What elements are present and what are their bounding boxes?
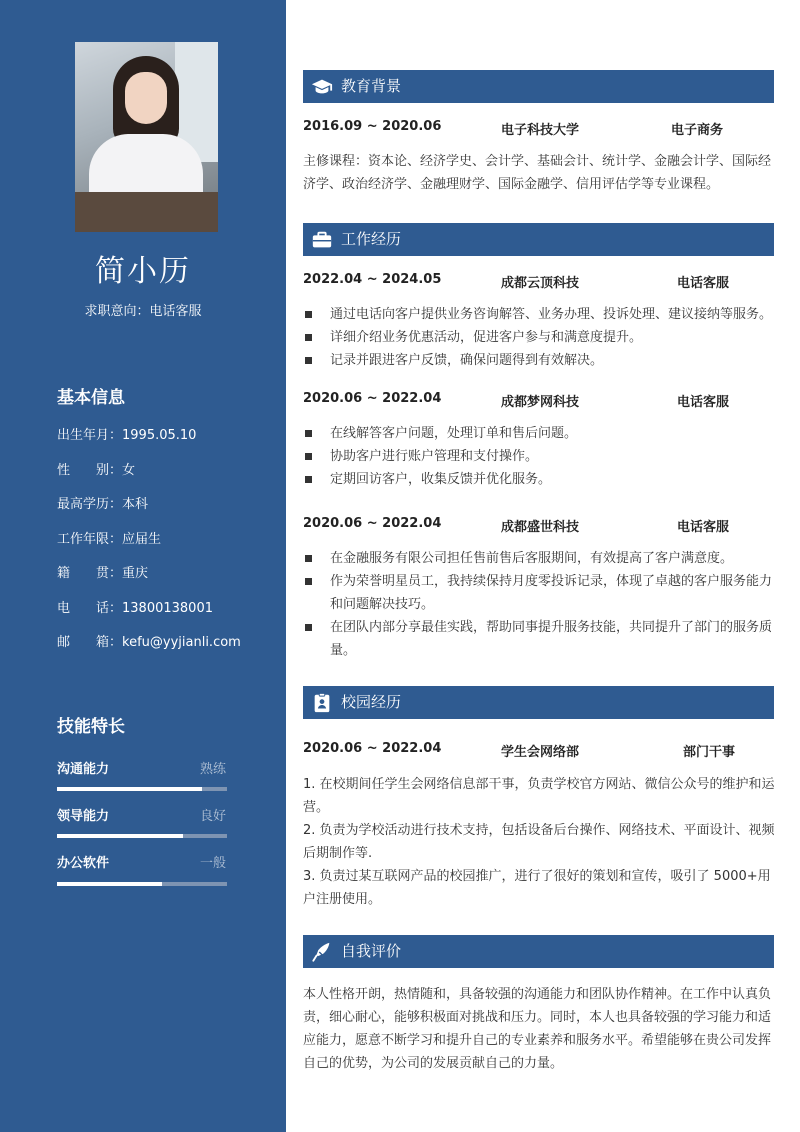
list-item: 定期回访客户，收集反馈并优化服务。 — [303, 468, 778, 491]
education-entry — [303, 119, 774, 139]
role: 电话客服 — [677, 395, 730, 410]
period: 2016.09 ~ 2020.06 — [303, 119, 442, 134]
period: 2022.04 ~ 2024.05 — [303, 272, 442, 287]
graduation-cap-icon — [311, 76, 333, 98]
education-desc: 主修课程：资本论、经济学史、会计学、基础会计、统计学、金融会计学、国际经济学、政治经济学、金融理财学、国际金融学、信用评估学等专业课程。 — [303, 154, 772, 192]
skill-name: 领导能力 — [57, 809, 110, 824]
skills-title: 技能特长 — [57, 717, 125, 737]
briefcase-icon — [311, 229, 333, 251]
section-header-education — [303, 70, 774, 103]
list-item: 记录并跟进客户反馈，确保问题得到有效解决。 — [303, 349, 778, 372]
job-intent: 求职意向：电话客服 — [84, 304, 202, 319]
campus-entry — [303, 741, 774, 761]
job-entry — [303, 516, 774, 536]
skill-bar-fill — [57, 882, 162, 886]
basic-info-title: 基本信息 — [57, 388, 125, 408]
info-hometown: 籍 贯：重庆 — [57, 566, 149, 581]
skill-bar-fill — [57, 787, 202, 791]
profile-photo — [75, 42, 218, 232]
job-entry — [303, 391, 774, 411]
skill-name: 办公软件 — [57, 856, 110, 871]
self-evaluation-text: 本人性格开朗，热情随和，具备较强的沟通能力和团队协作精神。在工作中认真负责，细心耐心，能够积极面对挑战和压力。同时，本人也具备较强的学习能力和适应能力，愿意不断学习和提升自己的专业素养和服务水平。希望能够在贵公司发挥自己的优势，为公司的发展贡献自己的力量。 — [303, 987, 772, 1071]
job-bullets — [303, 422, 778, 491]
skill-name: 沟通能力 — [57, 762, 110, 777]
info-experience: 工作年限：应届生 — [57, 532, 162, 547]
job-entry — [303, 272, 774, 292]
period: 2020.06 ~ 2022.04 — [303, 391, 442, 406]
list-item: 详细介绍业务优惠活动，促进客户参与和满意度提升。 — [303, 326, 778, 349]
organization: 学生会网络部 — [501, 745, 580, 760]
role: 电话客服 — [677, 520, 730, 535]
list-item: 在线解答客户问题，处理订单和售后问题。 — [303, 422, 778, 445]
list-item: 在团队内部分享最佳实践，帮助同事提升服务技能，共同提升了部门的服务质量。 — [303, 616, 778, 662]
candidate-name: 简小历 — [95, 254, 191, 289]
section-title: 工作经历 — [341, 230, 402, 248]
section-title: 校园经历 — [341, 693, 402, 711]
list-item: 作为荣誉明星员工，我持续保持月度零投诉记录，体现了卓越的客户服务能力和问题解决技巧。 — [303, 570, 778, 616]
skill-bar — [57, 882, 227, 886]
id-badge-icon — [311, 692, 333, 714]
job-bullets — [303, 547, 778, 662]
list-item: 协助客户进行账户管理和支付操作。 — [303, 445, 778, 468]
skill-bar — [57, 787, 227, 791]
list-item: 1. 在校期间任学生会网络信息部干事，负责学校官方网站、微信公众号的维护和运营。 — [303, 777, 775, 815]
list-item: 2. 负责为学校活动进行技术支持，包括设备后台操作、网络技术、平面设计、视频后期制作等. — [303, 823, 775, 861]
section-header-work — [303, 223, 774, 256]
company: 成都云顶科技 — [501, 276, 580, 291]
main-content — [286, 0, 800, 1132]
pen-icon — [311, 941, 333, 963]
period: 2020.06 ~ 2022.04 — [303, 741, 442, 756]
major: 电子商务 — [671, 123, 724, 138]
campus-items — [303, 773, 778, 911]
info-email: 邮 箱：kefu@yyjianli.com — [57, 635, 241, 650]
company: 成都梦网科技 — [501, 395, 580, 410]
list-item: 通过电话向客户提供业务咨询解答、业务办理、投诉处理、建议接纳等服务。 — [303, 303, 778, 326]
section-header-campus — [303, 686, 774, 719]
info-phone: 电 话：13800138001 — [57, 601, 213, 616]
period: 2020.06 ~ 2022.04 — [303, 516, 442, 531]
job-bullets — [303, 303, 778, 372]
list-item: 3. 负责过某互联网产品的校园推广，进行了很好的策划和宣传，吸引了 5000+用户注册使用。 — [303, 869, 771, 907]
skill-level: 熟练 — [199, 762, 226, 777]
sidebar — [0, 0, 286, 1132]
company: 成都盛世科技 — [501, 520, 580, 535]
skill-bar — [57, 834, 227, 838]
role: 电话客服 — [677, 276, 730, 291]
list-item: 在金融服务有限公司担任售前售后客服期间，有效提高了客户满意度。 — [303, 547, 778, 570]
skill-level: 良好 — [199, 809, 226, 824]
section-header-self — [303, 935, 774, 968]
role: 部门干事 — [683, 745, 736, 760]
section-title: 自我评价 — [341, 942, 402, 960]
section-title: 教育背景 — [341, 77, 402, 95]
info-birth: 出生年月：1995.05.10 — [57, 428, 197, 443]
info-gender: 性 别：女 — [57, 463, 136, 478]
school: 电子科技大学 — [501, 123, 580, 138]
skill-bar-fill — [57, 834, 183, 838]
skill-level: 一般 — [199, 856, 226, 871]
info-education: 最高学历：本科 — [57, 497, 149, 512]
